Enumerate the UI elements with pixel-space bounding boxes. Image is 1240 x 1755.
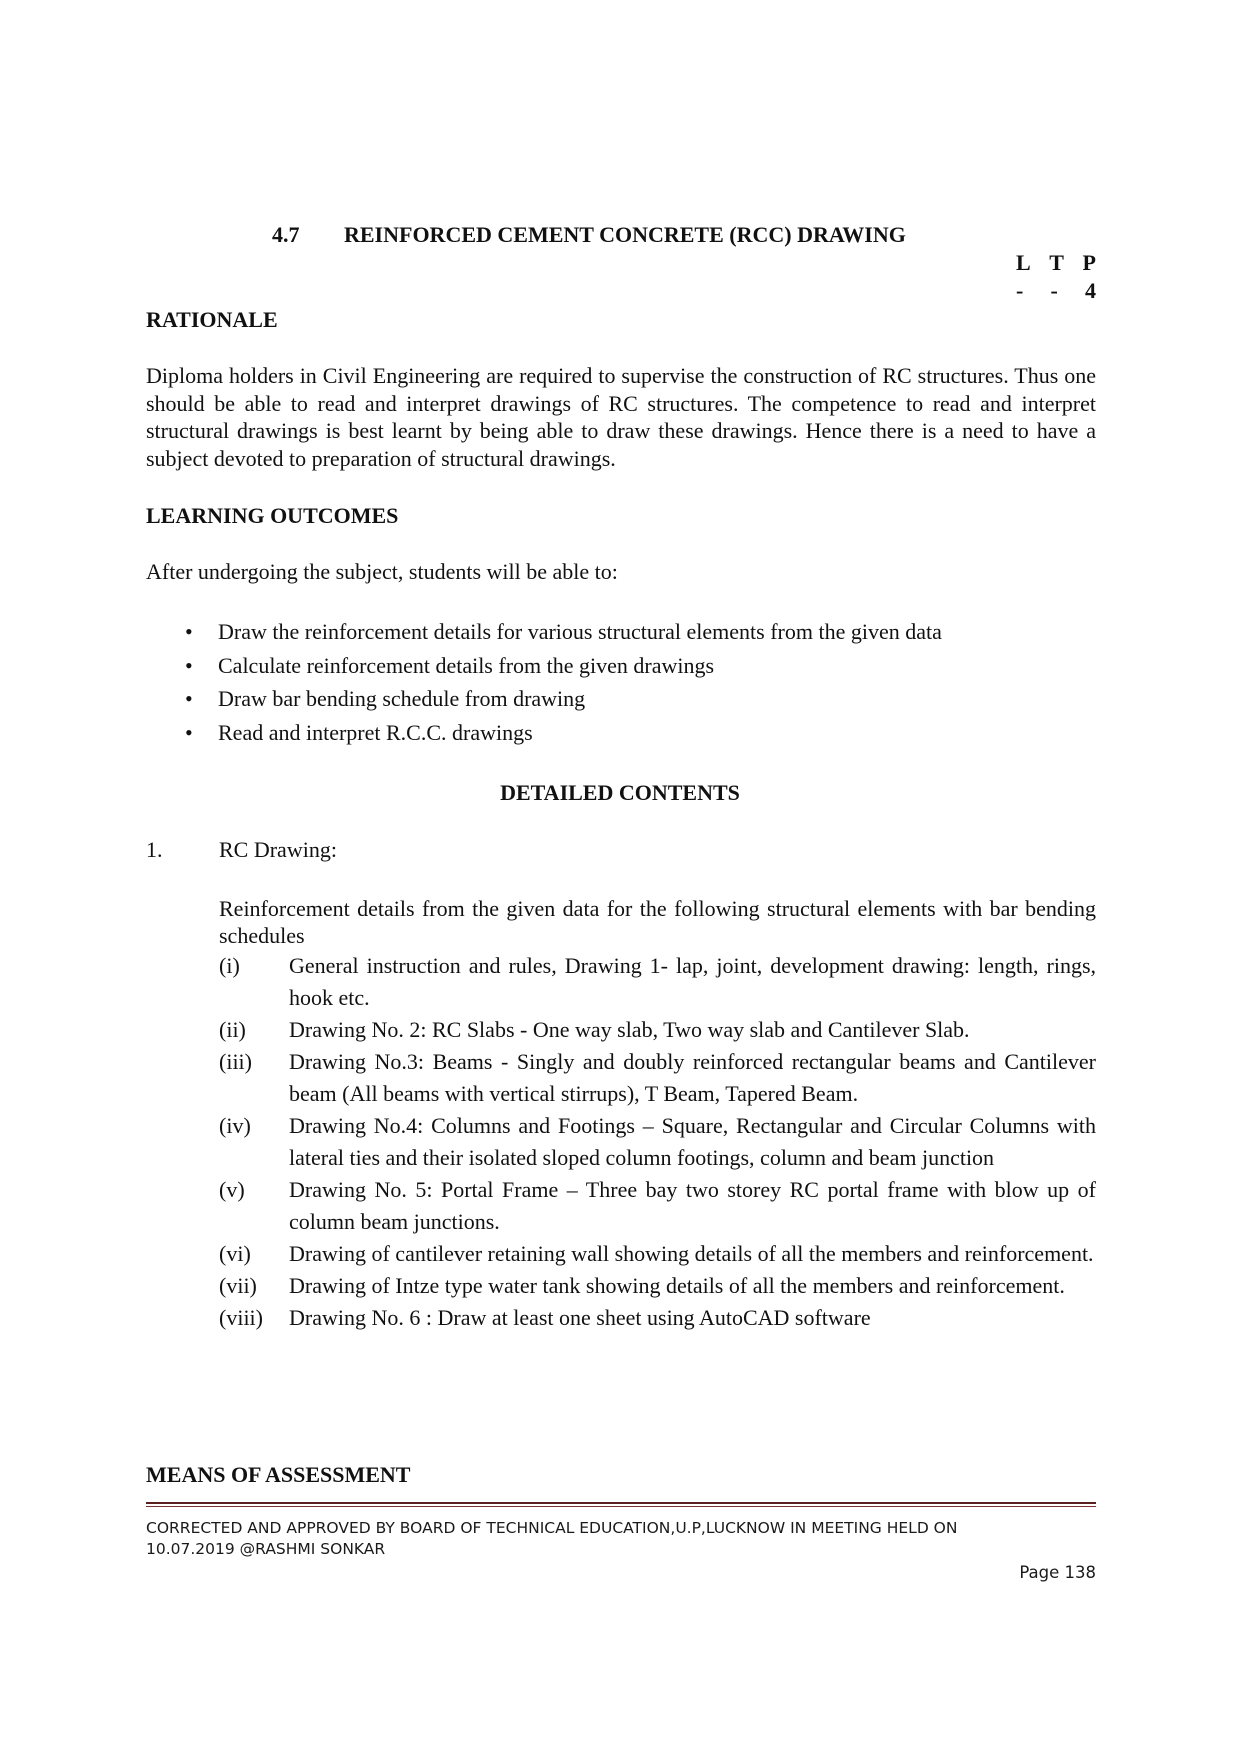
ltp-t-value: - — [1050, 278, 1058, 303]
subject-name: REINFORCED CEMENT CONCRETE (RCC) DRAWING — [344, 222, 906, 247]
list-item: (vi) Drawing of cantilever retaining wall showing details of all the members and reinforcement. — [219, 1241, 1094, 1266]
bullet-icon: • — [185, 686, 193, 711]
subject-number: 4.7 — [272, 222, 300, 247]
drawing-items-list — [219, 950, 1096, 1334]
list-item: (iv) Drawing No.4: Columns and Footings – Square, Rectangular and Circular Columns with lateral ties and their isolated sloped column footings, column and beam junction — [219, 1113, 1096, 1170]
list-item: (iii) Drawing No.3: Beams - Singly and doubly reinforced rectangular beams and Cantilever beam (All beams with vertical stirrups), T Beam, Tapered Beam. — [219, 1049, 1096, 1106]
rationale-heading: RATIONALE — [146, 307, 278, 332]
list-item: (v) Drawing No. 5: Portal Frame – Three bay two storey RC portal frame with blow up of column beam junctions. — [219, 1177, 1096, 1234]
list-item: • Draw bar bending schedule from drawing — [185, 682, 942, 716]
means-of-assessment-heading: MEANS OF ASSESSMENT — [146, 1462, 411, 1487]
footer-note — [146, 1518, 1096, 1560]
section-number: 1. — [146, 837, 163, 862]
section-heading — [146, 837, 337, 863]
learning-outcomes-heading: LEARNING OUTCOMES — [146, 503, 399, 528]
footer-divider — [146, 1502, 1096, 1504]
section-intro: Reinforcement details from the given data for the following structural elements with bar bending schedules — [219, 896, 1096, 948]
ltp-p: P — [1082, 250, 1096, 275]
ltp-l: L — [1016, 250, 1031, 275]
list-item: (i) General instruction and rules, Drawing 1- lap, joint, development drawing: length, rings, hook etc. — [219, 953, 1096, 1010]
rationale-text: Diploma holders in Civil Engineering are required to supervise the construction of RC structures. Thus one should be able to read and interpret drawings of RC structures. The competence to read and interpret structural drawings is best learnt by being able to draw these drawings. Hence there is a need to have a subject devoted to preparation of structural drawings. — [146, 363, 1096, 471]
ltp-p-value: 4 — [1085, 278, 1096, 303]
ltp-t: T — [1049, 250, 1064, 275]
list-item: • Read and interpret R.C.C. drawings — [185, 716, 942, 750]
list-item: (ii) Drawing No. 2: RC Slabs - One way slab, Two way slab and Cantilever Slab. — [219, 1017, 970, 1042]
list-item: • Calculate reinforcement details from the given drawings — [185, 649, 942, 683]
ltp-value-row — [1016, 278, 1096, 304]
bullet-icon: • — [185, 619, 193, 644]
page-number: Page 138 — [1019, 1563, 1096, 1582]
section-title: RC Drawing: — [219, 837, 337, 862]
footer-line-2: 10.07.2019 @RASHMI SONKAR — [146, 1540, 386, 1558]
footer-line-1: CORRECTED AND APPROVED BY BOARD OF TECHNICAL EDUCATION,U.P,LUCKNOW IN MEETING HELD ON — [146, 1519, 958, 1537]
ltp-header-row — [1016, 250, 1096, 276]
learning-outcomes-list — [185, 615, 942, 749]
ltp-l-value: - — [1016, 278, 1024, 303]
list-item: (vii) Drawing of Intze type water tank showing details of all the members and reinforcement. — [219, 1273, 1065, 1298]
subject-title — [272, 222, 906, 248]
learning-outcomes-intro: After undergoing the subject, students will be able to: — [146, 559, 618, 584]
footer-divider-thin — [146, 1506, 1096, 1507]
list-item: (viii) Drawing No. 6 : Draw at least one sheet using AutoCAD software — [219, 1305, 871, 1330]
bullet-icon: • — [185, 719, 193, 745]
bullet-icon: • — [185, 652, 193, 678]
detailed-contents-heading: DETAILED CONTENTS — [500, 780, 740, 805]
list-item: • Draw the reinforcement details for various structural elements from the given data — [185, 615, 942, 649]
